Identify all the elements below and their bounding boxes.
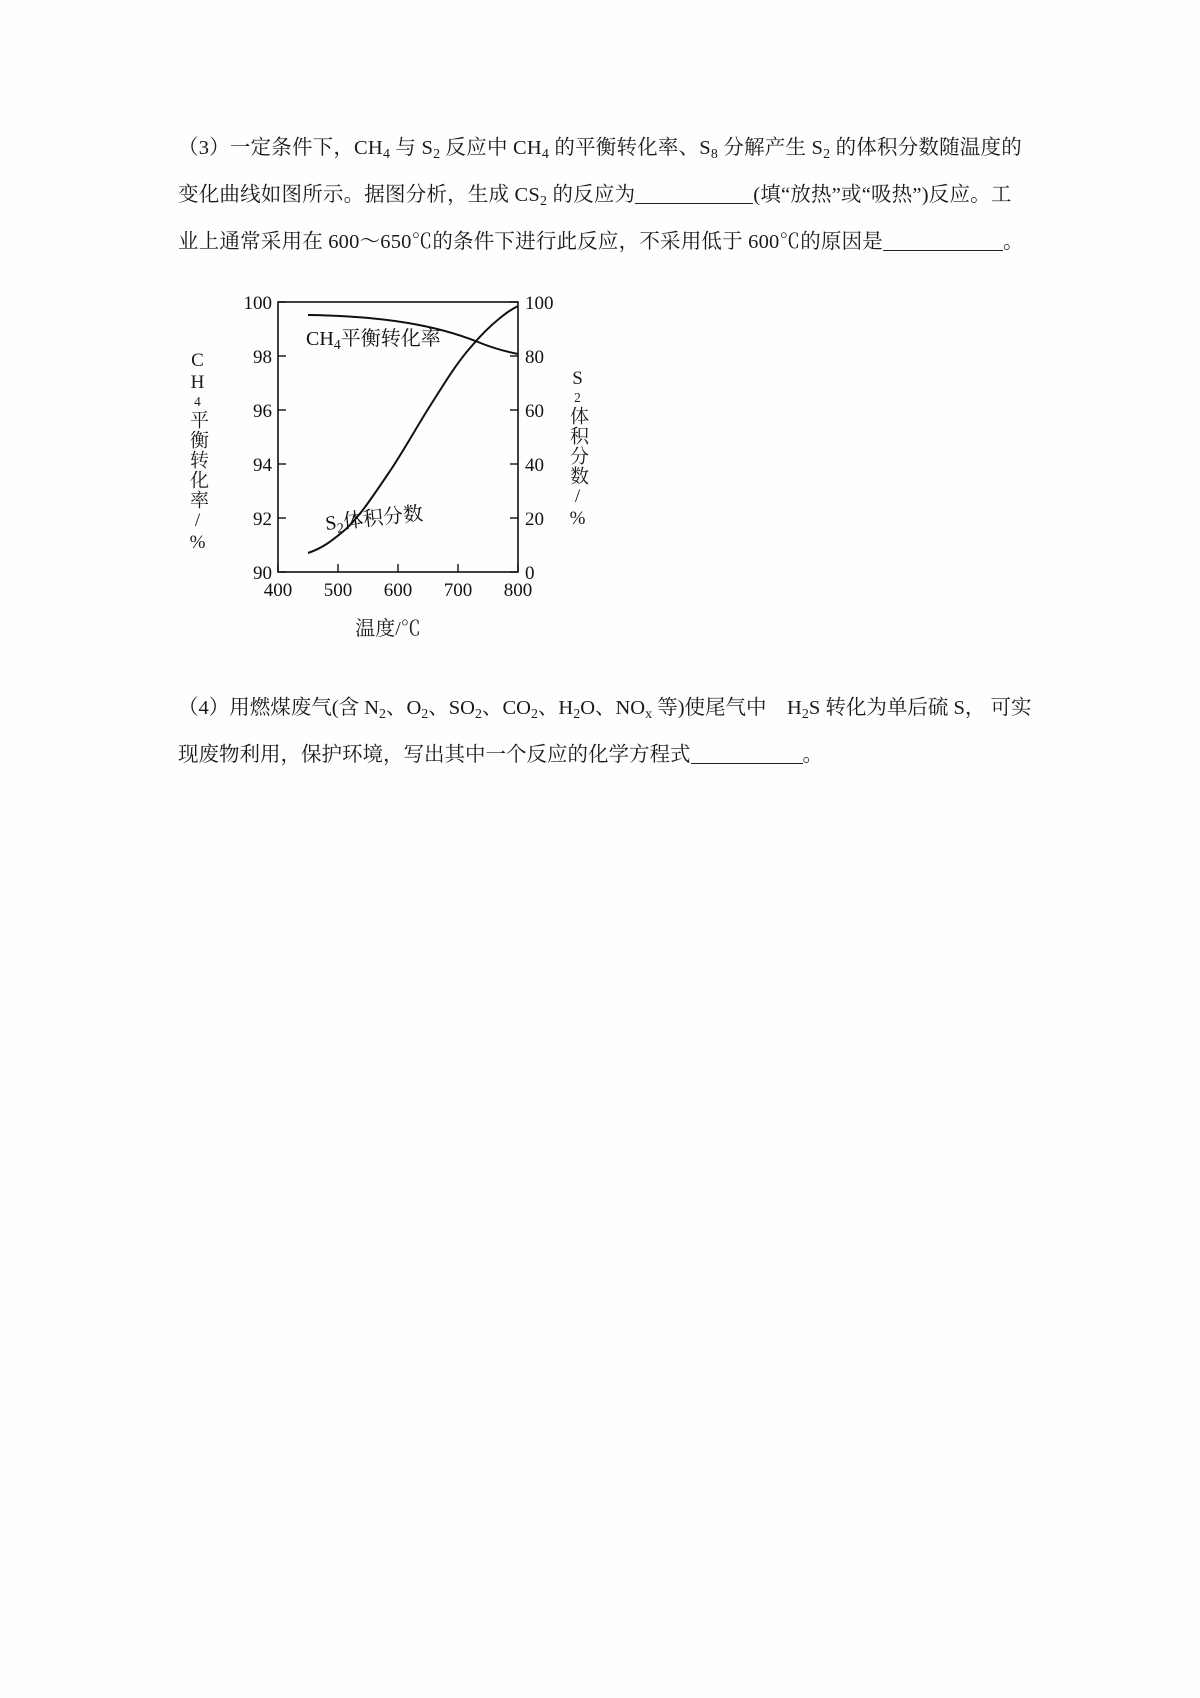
chart-y-axis-right-title: S2体积分数/% xyxy=(567,368,588,530)
svg-text:40: 40 xyxy=(525,455,544,476)
question-3-block xyxy=(178,128,1040,262)
q3-line-3: 业上通常采用在 600～650℃的条件下进行此反应，不采用低于 600℃的原因是 。 xyxy=(178,230,1024,253)
svg-text:92: 92 xyxy=(253,509,272,530)
chart-y-axis-left-title: CH4平衡转化率/% xyxy=(187,350,208,554)
svg-text:98: 98 xyxy=(253,347,272,368)
svg-text:500: 500 xyxy=(323,580,353,601)
chart-x-axis-title: 温度/℃ xyxy=(355,618,421,640)
question-3-text xyxy=(178,128,1040,262)
answer-blank-2[interactable] xyxy=(883,229,1003,251)
svg-text:20: 20 xyxy=(525,509,544,530)
question-4-block xyxy=(178,688,1040,775)
q4-line-2: 可实现废物利用，保护环境，写出其中一个反应的化学方程式 。 xyxy=(178,697,1032,766)
svg-text:90: 90 xyxy=(253,563,272,584)
svg-text:400: 400 xyxy=(263,580,293,601)
svg-text:100: 100 xyxy=(525,293,554,314)
chart-series-label-ch4: $CH_4$平衡转化率 xyxy=(306,328,441,353)
svg-text:100: 100 xyxy=(243,293,272,314)
svg-text:0: 0 xyxy=(525,563,535,584)
svg-text:600: 600 xyxy=(383,580,413,601)
chart-svg xyxy=(178,282,598,612)
q3-line-1: （3）一定条件下，$CH_4$ 与 $S_2$ 反应中 $CH_4$ 的平衡转化率、$S_8$ 分解产生 $S_2$ 的体积分数随温度的 xyxy=(178,137,1022,162)
svg-text:60: 60 xyxy=(525,401,544,422)
svg-text:700: 700 xyxy=(443,580,473,601)
chart-plot xyxy=(178,282,598,617)
svg-text:80: 80 xyxy=(525,347,544,368)
chart-figure xyxy=(178,282,598,642)
q3-line-2: 变化曲线如图所示。据图分析，生成 $CS_2$ 的反应为 (填“放热”或“吸热”)反应。工 xyxy=(178,183,1012,209)
answer-blank-3[interactable] xyxy=(691,742,803,764)
chart-series-label-s2: $S_2$体积分数 xyxy=(324,502,425,537)
answer-blank-1[interactable] xyxy=(635,182,753,204)
svg-text:96: 96 xyxy=(253,401,272,422)
svg-text:800: 800 xyxy=(503,580,533,601)
svg-text:94: 94 xyxy=(253,455,272,476)
q4-line-1: （4）用燃煤废气(含 $N_2$、$O_2$、$SO_2$、$CO_2$、$H_2O$、$NO_x$ 等)使尾气中 $H_2S$ 转化为单后硫 S， xyxy=(178,697,986,722)
